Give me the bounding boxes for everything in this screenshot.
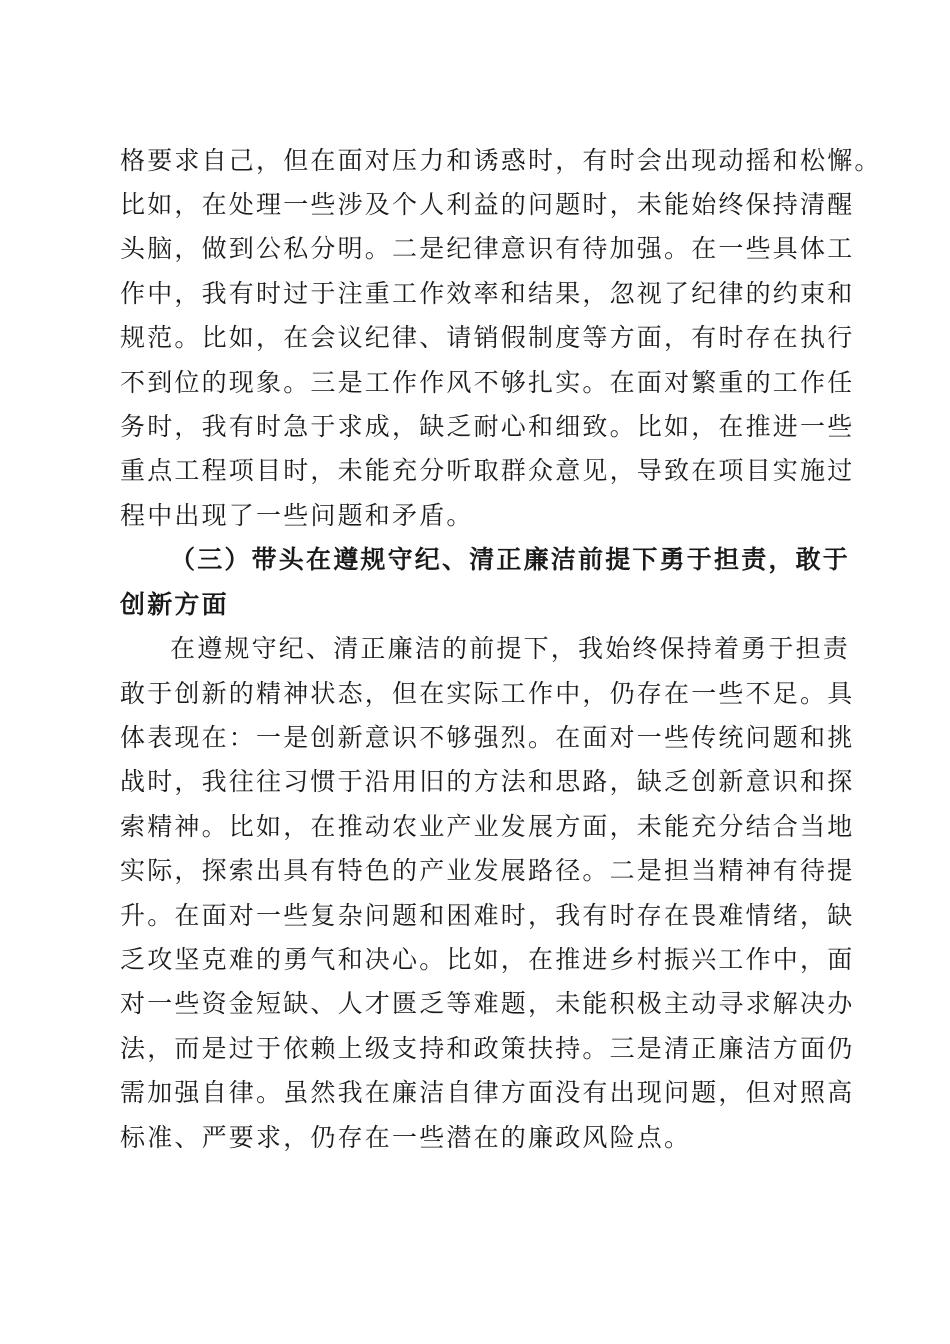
- section-heading: （三）带头在遵规守纪、清正廉洁前提下勇于担责，敢于: [170, 545, 851, 574]
- paragraph-line: 作中，我有时过于注重工作效率和结果，忽视了纪律的约束和: [120, 279, 855, 308]
- paragraph-line: 敢于创新的精神状态，但在实际工作中，仍存在一些不足。具: [120, 679, 855, 708]
- paragraph-line: 法，而是过于依赖上级支持和政策扶持。三是清正廉洁方面仍: [120, 1034, 855, 1063]
- paragraph-line: 升。在面对一些复杂问题和困难时，我有时存在畏难情绪，缺: [120, 901, 855, 930]
- paragraph-line: 战时，我往往习惯于沿用旧的方法和思路，缺乏创新意识和探: [120, 767, 855, 796]
- paragraph-line: 比如，在处理一些涉及个人利益的问题时，未能始终保持清醒: [120, 190, 855, 219]
- paragraph-line: 重点工程项目时，未能充分听取群众意见，导致在项目实施过: [120, 456, 855, 485]
- paragraph-line: 规范。比如，在会议纪律、请销假制度等方面，有时存在执行: [120, 323, 855, 352]
- section-heading-continued: 创新方面: [120, 590, 229, 619]
- paragraph-line: 不到位的现象。三是工作作风不够扎实。在面对繁重的工作任: [120, 368, 855, 397]
- paragraph-line: 体表现在：一是创新意识不够强烈。在面对一些传统问题和挑: [120, 723, 855, 752]
- paragraph-line: 程中出现了一些问题和矛盾。: [120, 501, 474, 530]
- paragraph-first-line: 在遵规守纪、清正廉洁的前提下，我始终保持着勇于担责: [170, 634, 851, 663]
- paragraph-line: 头脑，做到公私分明。二是纪律意识有待加强。在一些具体工: [120, 234, 855, 263]
- paragraph-line: 乏攻坚克难的勇气和决心。比如，在推进乡村振兴工作中，面: [120, 945, 855, 974]
- paragraph-line: 务时，我有时急于求成，缺乏耐心和细致。比如，在推进一些: [120, 412, 855, 441]
- paragraph-line: 需加强自律。虽然我在廉洁自律方面没有出现问题，但对照高: [120, 1078, 855, 1107]
- paragraph-line: 格要求自己，但在面对压力和诱惑时，有时会出现动摇和松懈。: [120, 146, 882, 175]
- paragraph-line: 索精神。比如，在推动农业产业发展方面，未能充分结合当地: [120, 812, 855, 841]
- paragraph-line: 标准、严要求，仍存在一些潜在的廉政风险点。: [120, 1123, 692, 1152]
- paragraph-line: 对一些资金短缺、人才匮乏等难题，未能积极主动寻求解决办: [120, 989, 855, 1018]
- paragraph-line: 实际，探索出具有特色的产业发展路径。二是担当精神有待提: [120, 856, 855, 885]
